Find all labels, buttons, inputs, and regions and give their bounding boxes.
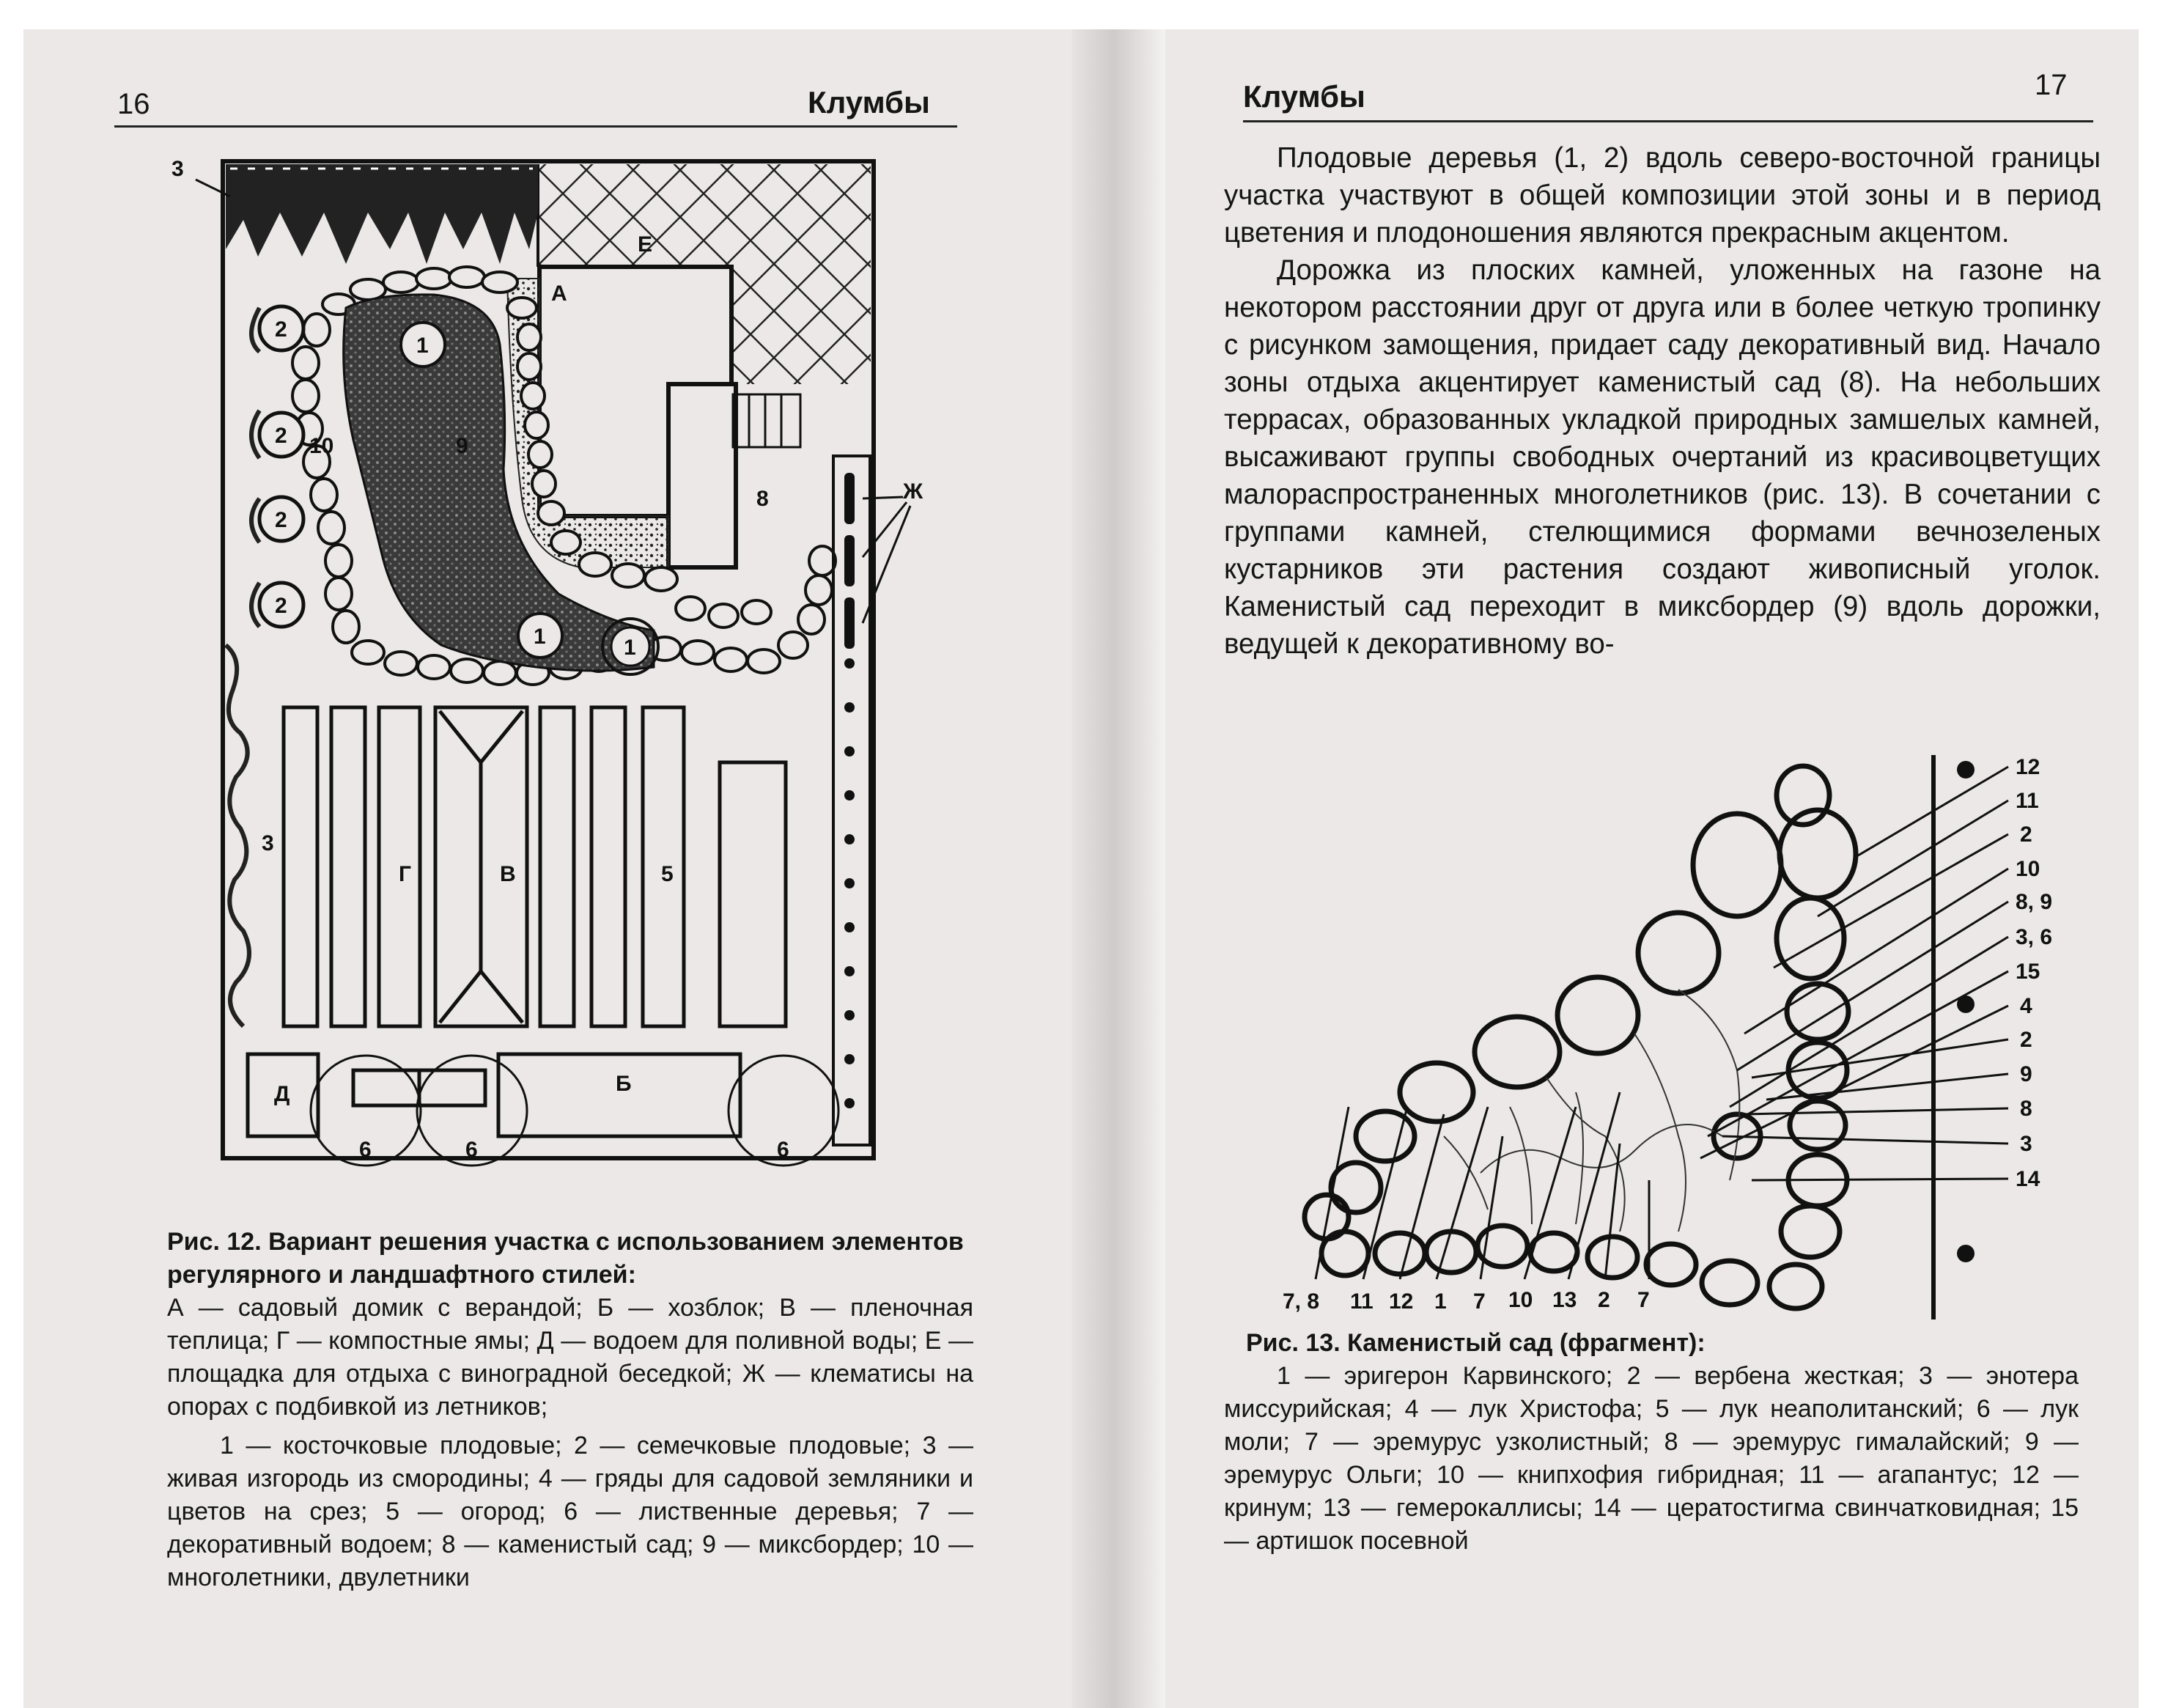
paragraph-2: Дорожка из плоских камней, уложенных на газоне на некотором расстоянии друг от друга или в более четкую тропинку с рисунком замощения, придает саду декоративный вид. Начало зоны отдыха акцентирует каменистый сад (8). На небольших террасах, образованных укладкой природных замшелых камней, высаживают группы свободных очертаний из красивоцветущих малораспространенных многолетников (рис. 13). В сочетании с группами камней, стелющимися формами вечнозеленых кустарников эти растения создают живописный уголок. Каменистый сад переходит в миксбордер (9) вдоль дорожки, ведущей к декоративному во- [1224,254,2101,660]
svg-text:1: 1 [534,625,546,649]
page-number-right: 17 [2035,69,2068,101]
bottom-labels [1283,1288,1650,1314]
label-b4: 7 [1473,1289,1486,1314]
left-page [23,29,1072,1708]
label-mixborder: 9 [456,434,468,458]
right-page-body-text [1224,139,2101,663]
figure-12-caption-legend-numbers: 1 — косточковые плодовые; 2 — семечковые плодовые; 3 — живая изгородь из смородины; 4 — гряды для садовой земляники и цветов на срез; 5 — огород; 6 — лиственные деревья; 7 — декоративный водоем; 8 — каменистый сад; 9 — миксбордер; 10 — многолетники, двулетники [167,1432,973,1591]
label-b2: 12 [1389,1289,1414,1314]
label-rock-garden: 8 [756,487,769,511]
svg-text:6: 6 [465,1138,478,1162]
label-shed: Б [616,1072,632,1096]
rock-garden-stones [1305,766,1856,1308]
label-b7: 2 [1598,1288,1610,1312]
label-r2: 2 [2020,822,2032,847]
running-title-right: Клумбы [1243,79,1365,114]
page-number-left: 16 [117,88,150,120]
clematis-supports [844,473,855,649]
label-r4: 8, 9 [2016,890,2053,914]
svg-text:2: 2 [275,594,287,618]
figure-13-rock-garden [1165,726,2139,1312]
hedge-top [226,164,538,264]
label-b8: 7 [1637,1288,1650,1312]
label-r3: 10 [2016,857,2040,881]
hedge-left [226,645,249,1026]
label-b1: 11 [1350,1289,1374,1314]
label-r9: 9 [2020,1062,2032,1086]
figure-12-caption-legend-letters: А — садовый домик с верандой; Б — хозблок; В — пленочная теплица; Г — компостные ямы; Д — водоем для поливной воды; Е — площадка для отдыха с виноградной беседкой; Ж — клематисы на опорах с подбивкой из летников; [167,1294,973,1421]
right-page [1165,29,2139,1708]
label-hedge-top: 3 [172,157,184,181]
label-compost: Г [399,862,412,886]
label-r1: 11 [2016,789,2039,813]
label-b5: 10 [1508,1288,1533,1312]
figure-12-caption-title: Рис. 12. Вариант решения участка с использованием элементов регулярного и ландшафтного стилей: [167,1228,964,1289]
svg-text:6: 6 [359,1138,372,1162]
running-title-left: Клумбы [808,85,930,119]
svg-text:2: 2 [275,424,287,448]
svg-text:2: 2 [275,508,287,532]
garden-beds [284,707,786,1026]
label-hedge-side: 3 [262,831,274,855]
label-b3: 1 [1434,1289,1447,1314]
label-r7: 4 [2020,994,2032,1018]
label-r11: 3 [2020,1132,2032,1156]
header-rule-right [1243,120,2093,122]
label-r12: 14 [2016,1167,2040,1191]
svg-text:1: 1 [624,636,636,660]
label-perennials: 10 [309,434,334,458]
label-b0: 7, 8 [1283,1289,1320,1314]
label-pond: Д [274,1082,290,1106]
svg-text:1: 1 [416,334,429,358]
figure-12-caption [167,1226,973,1594]
figure-13-caption [1224,1327,2079,1558]
label-r0: 12 [2016,755,2040,779]
label-greenhouse: В [500,862,516,886]
figure-13-caption-title: Рис. 13. Каменистый сад (фрагмент): [1246,1329,1706,1357]
book-gutter [1072,29,1165,1708]
label-rest-area: Е [638,232,653,257]
label-b6: 13 [1552,1288,1577,1312]
svg-text:2: 2 [275,317,287,342]
svg-text:6: 6 [777,1138,789,1162]
figure-12-site-plan [23,29,1072,1202]
label-r8: 2 [2020,1028,2032,1052]
label-r5: 3, 6 [2016,925,2053,949]
label-vegetable-bed: 5 [661,862,674,886]
figure-13-caption-legend: 1 — эригерон Карвинского; 2 — вербена жесткая; 3 — энотера миссурийская; 4 — лук Христофа; 5 — лук неаполитанский; 6 — лук моли; 7 — эремурус узколистный; 8 — эремурус гималайский; 9 — эремурус Ольги; 10 — книпхофия гибридная; 11 — агапантус; 12 — кринум; 13 — гемерокаллисы; 14 — цератостигма свинчатковидная; 15 — артишок посевной [1224,1362,2079,1555]
label-r10: 8 [2020,1097,2032,1121]
label-clematis: Ж [903,479,923,504]
right-labels [2016,755,2052,1191]
label-house: А [551,281,567,306]
paragraph-1: Плодовые деревья (1, 2) вдоль северо-восточной границы участка участвуют в общей композиции этой зоны и в период цветения и плодоношения являются прекрасным акцентом. [1224,142,2101,249]
label-pome-fruit [275,317,287,618]
label-r6: 15 [2016,960,2040,984]
